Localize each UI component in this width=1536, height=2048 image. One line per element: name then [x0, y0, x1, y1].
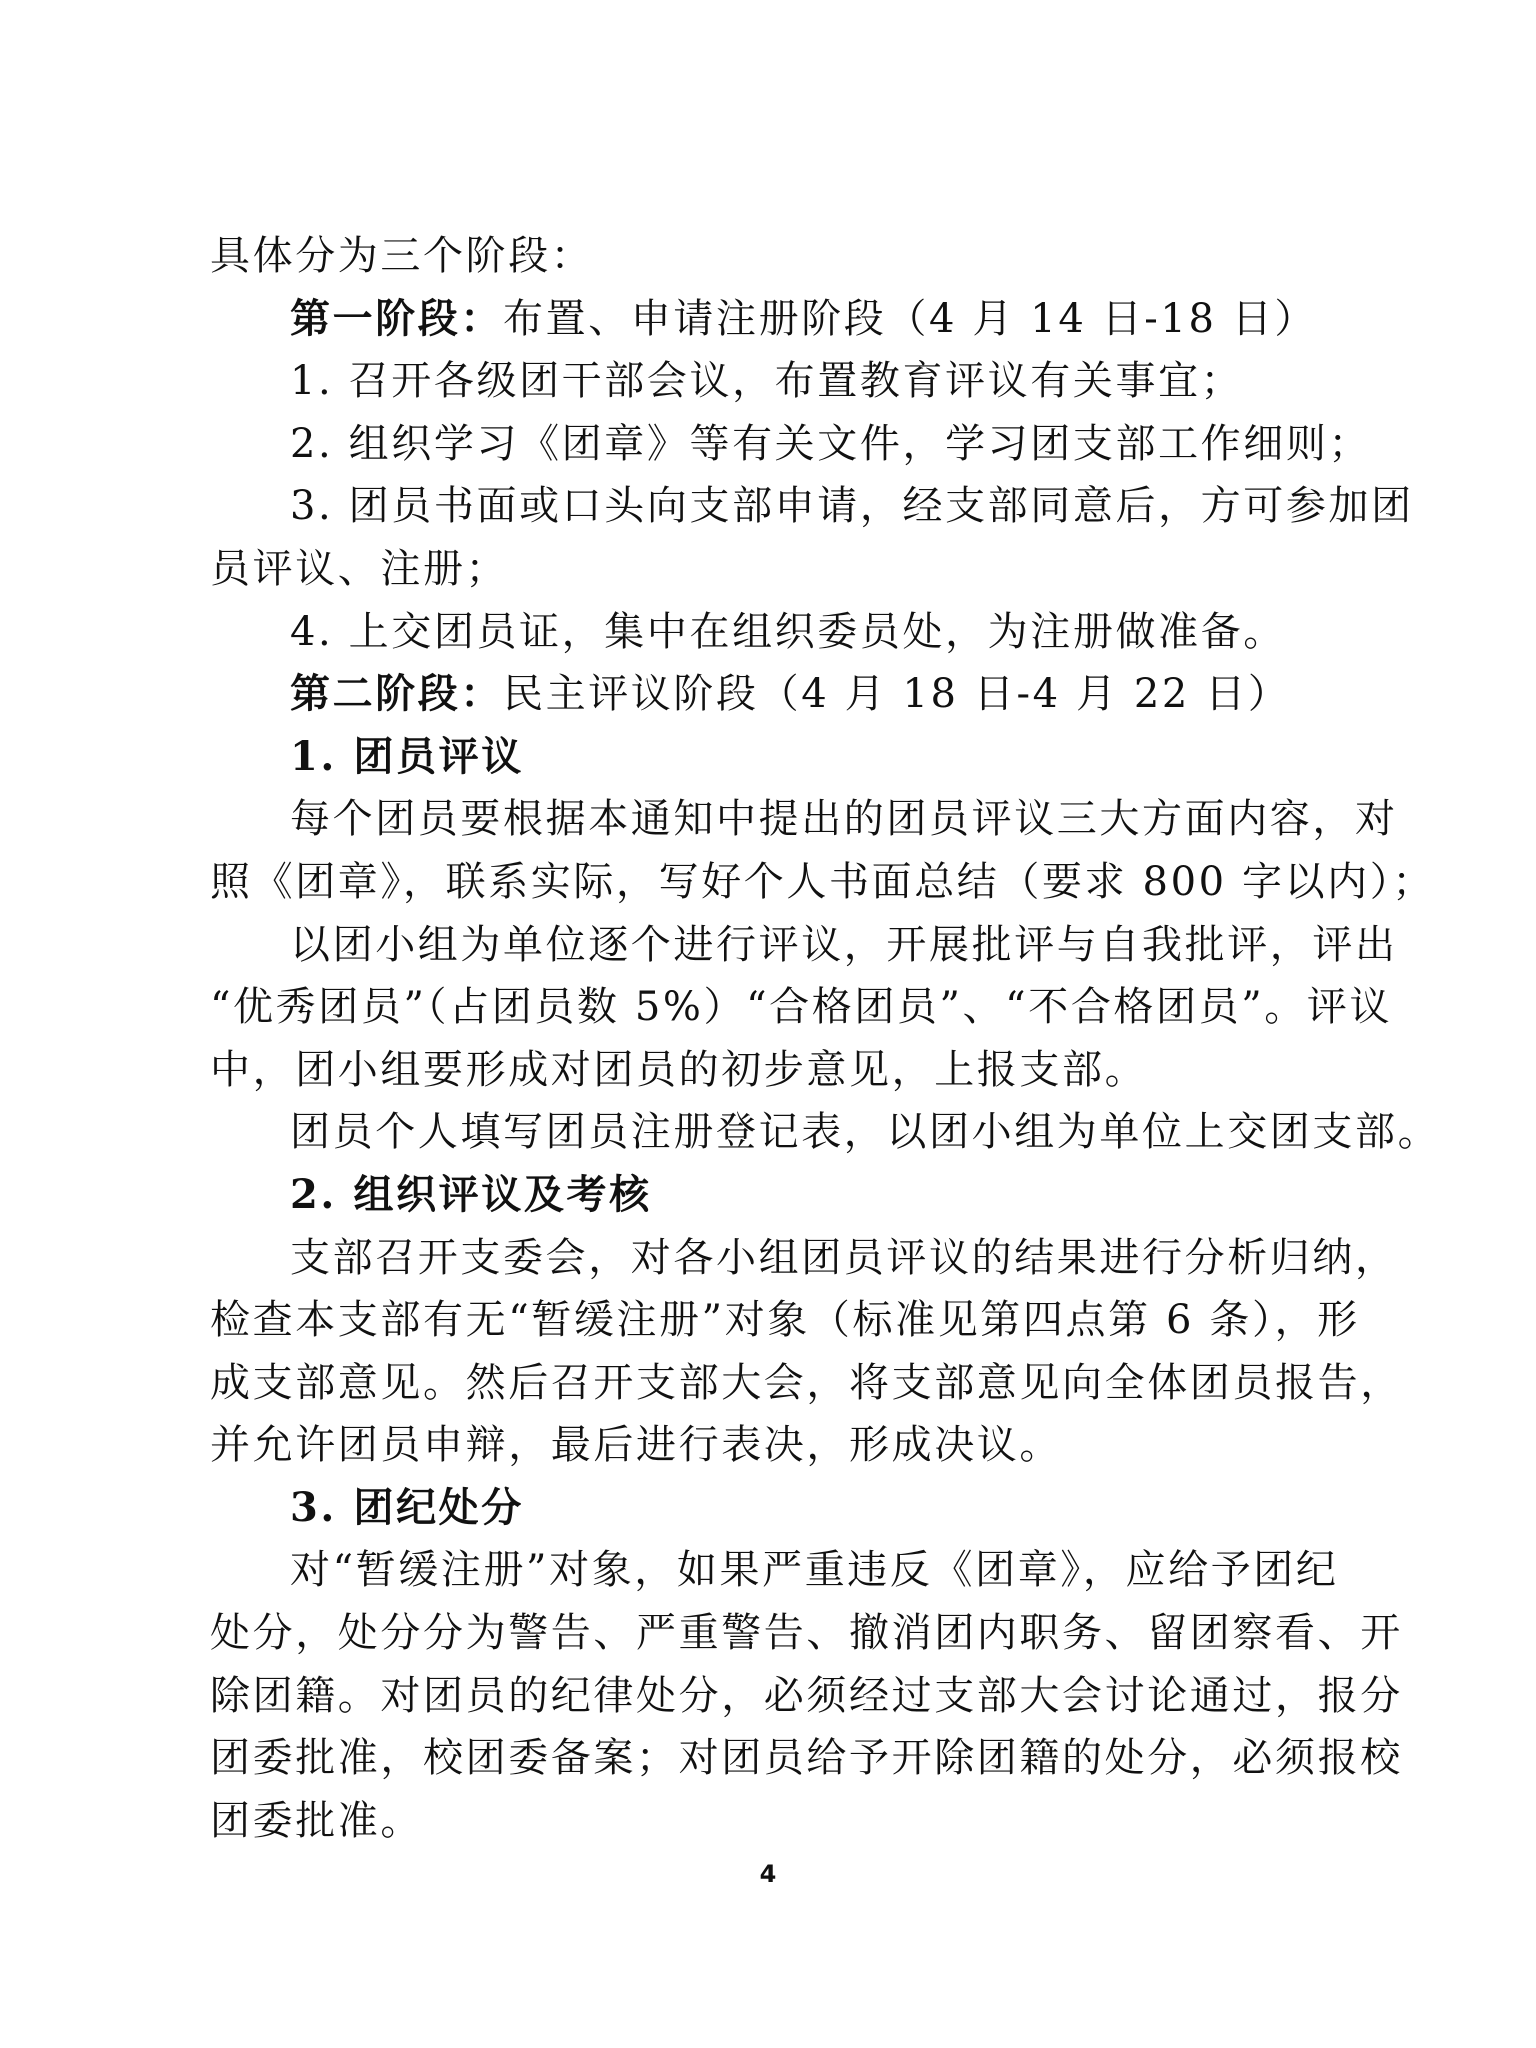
line-text: 民主评议阶段（4 月 18 日-4 月 22 日） [503, 671, 1291, 718]
line-text: 中，团小组要形成对团员的初步意见，上报支部。 [210, 1046, 1148, 1093]
text-line [210, 1101, 1441, 1164]
text-line [210, 1164, 1370, 1227]
text-line [210, 726, 1370, 789]
line-text: 照《团章》，联系实际，写好个人书面总结（要求 800 字以内）； [210, 858, 1435, 905]
page-number: 4 [759, 1860, 777, 1888]
text-line [210, 1352, 1403, 1415]
line-text: 1. 召开各级团干部会议，布置教育评议有关事宜； [290, 358, 1244, 405]
text-line [210, 413, 1370, 476]
line-text: “优秀团员”（占团员数 5%）“合格团员”、“不合格团员”。评议 [210, 984, 1393, 1031]
text-line [210, 1665, 1403, 1728]
text-line [210, 1539, 1370, 1602]
line-text: 除团籍。对团员的纪律处分，必须经过支部大会讨论通过，报分 [210, 1672, 1403, 1719]
text-line [210, 350, 1370, 413]
text-line [210, 601, 1370, 664]
text-line [210, 1414, 1370, 1477]
stage-heading: 第一阶段： [290, 294, 503, 342]
line-text: 2. 组织学习《团章》等有关文件，学习团支部工作细则； [290, 420, 1372, 467]
line-text: 对“暂缓注册”对象，如果严重违反《团章》，应给予团纪 [290, 1547, 1339, 1594]
section-heading: 1. 团员评议 [290, 732, 524, 780]
line-text: 处分，处分分为警告、严重警告、撤消团内职务、留团察看、开 [210, 1610, 1403, 1657]
stage-heading: 第二阶段： [290, 670, 503, 718]
line-text: 团员个人填写团员注册登记表，以团小组为单位上交团支部。 [290, 1109, 1441, 1156]
line-text: 以团小组为单位逐个进行评议，开展批评与自我批评，评出 [290, 921, 1398, 968]
text-line [210, 538, 1370, 601]
section-heading: 2. 组织评议及考核 [290, 1170, 652, 1218]
line-text: 3. 团员书面或口头向支部申请，经支部同意后，方可参加团 [290, 483, 1414, 530]
text-line [210, 1039, 1370, 1102]
text-line [210, 1477, 1370, 1540]
line-text: 并允许团员申辩，最后进行表决，形成决议。 [210, 1422, 1062, 1469]
text-line [210, 225, 1370, 288]
text-line [210, 1227, 1398, 1290]
text-line [210, 1602, 1403, 1665]
text-line [210, 976, 1393, 1039]
text-line [210, 288, 1370, 351]
text-line [210, 851, 1435, 914]
document-body [210, 225, 1441, 1852]
text-line [210, 788, 1398, 851]
section-heading: 3. 团纪处分 [290, 1483, 524, 1531]
line-text: 成支部意见。然后召开支部大会，将支部意见向全体团员报告， [210, 1359, 1403, 1406]
text-line [210, 1790, 1370, 1853]
text-line [210, 914, 1398, 977]
line-text: 员评议、注册； [210, 545, 509, 592]
line-text: 团委批准。 [210, 1797, 423, 1844]
text-line [210, 663, 1370, 726]
line-text: 4. 上交团员证，集中在组织委员处，为注册做准备。 [290, 608, 1286, 655]
text-line [210, 1727, 1403, 1790]
line-text: 团委批准，校团委备案；对团员给予开除团籍的处分，必须报校 [210, 1735, 1403, 1782]
line-text: 每个团员要根据本通知中提出的团员评议三大方面内容，对 [290, 796, 1398, 843]
text-line [210, 1289, 1370, 1352]
line-text: 具体分为三个阶段： [210, 233, 594, 279]
line-text: 检查本支部有无“暂缓注册”对象（标准见第四点第 6 条），形 [210, 1297, 1360, 1344]
line-text: 布置、申请注册阶段（4 月 14 日-18 日） [503, 295, 1318, 342]
line-text: 支部召开支委会，对各小组团员评议的结果进行分析归纳， [290, 1234, 1398, 1281]
text-line [210, 475, 1414, 538]
